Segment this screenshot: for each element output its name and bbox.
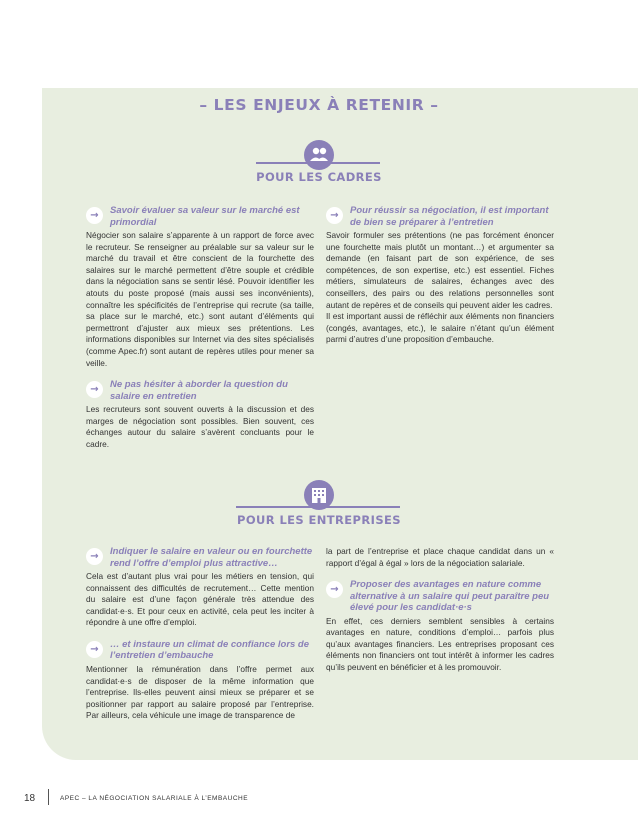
cadres-heading-2 bbox=[86, 379, 314, 402]
entreprises-heading-2 bbox=[86, 639, 314, 662]
entreprises-heading-1 bbox=[86, 546, 314, 569]
cadres-left-column bbox=[86, 205, 314, 451]
arrow-right-icon: → bbox=[326, 207, 343, 224]
heading-text: Savoir évaluer sa valeur sur le marché est primordial bbox=[110, 205, 300, 228]
cadres-heading-1 bbox=[86, 205, 314, 228]
arrow-right-icon: → bbox=[86, 641, 103, 658]
main-title: – LES ENJEUX À RETENIR – bbox=[199, 96, 439, 114]
heading-text: Proposer des avantages en nature comme alternative à un salaire qui peut paraître peu élevé pour les candidat·e·s bbox=[350, 579, 550, 614]
page-number: 18 bbox=[24, 793, 36, 804]
cadres-divider bbox=[256, 162, 380, 164]
entreprises-right-column bbox=[326, 546, 554, 674]
arrow-right-icon: → bbox=[86, 381, 103, 398]
arrow-right-icon: → bbox=[326, 581, 343, 598]
cadres-right-column bbox=[326, 205, 554, 346]
heading-text: Pour réussir sa négociation, il est important de bien se préparer à l’entretien bbox=[350, 205, 549, 228]
entreprises-divider bbox=[236, 506, 400, 508]
cadres-paragraph-1: Négocier son salaire s’apparente à un rapport de force avec le recruteur. Se renseigner au préalable sur sa valeur sur le marché du travail et être conscient de la fourchette des salaires sur le marché permettent d’être souple et crédible dans la négociation sans se sentir lésé. Pouvoir identifier les atouts du poste proposé (mais aussi ses inconvénients), connaître les spécificités de l’entreprise qui recrute (sa taille, sa place sur le marché, etc.) sont autant d’éléments qui permettront d’ajuster aux mieux ses prétentions. Les informations disponibles sur Internet via des sites spécialisés (comme Apec.fr) sont autant de repères utiles pour mener sa veille. bbox=[86, 230, 314, 368]
people-icon bbox=[304, 140, 334, 170]
entreprises-paragraph-intro: la part de l’entreprise et place chaque candidat dans un « rapport d’égal à égal » lors de la négociation salariale. bbox=[326, 546, 554, 568]
cadres-paragraph-4: Il est important aussi de réfléchir aux éléments non financiers (congés, avantages, etc.), le salaire n’étant qu’un élément parmi d’autres d’une proposition d’embauche. bbox=[326, 311, 554, 345]
heading-text: … et instaure un climat de confiance lors de l’entretien d’embauche bbox=[110, 638, 310, 662]
entreprises-paragraph-3: En effet, ces derniers semblent sensibles à certains avantages en nature, conditions d’emploi… parfois plus qu’aux avantages financiers. Les entreprises proposant ces éléments non financiers ont tout intérêt à informer les cadres qu’ils peuvent en bénéficier et à les promouvoir. bbox=[326, 615, 554, 673]
entreprises-paragraph-2: Mentionner la rémunération dans l’offre permet aux candidat·e·s de disposer de la même information que l’entreprise. Ils-elles peuvent ainsi mieux se préparer et se positionner par rapport au salaire proposé par l’entreprise. Par ailleurs, cela véhicule une image de transparence de bbox=[86, 663, 314, 721]
heading-text: Ne pas hésiter à aborder la question du salaire en entretien bbox=[110, 379, 288, 402]
cadres-paragraph-3: Savoir formuler ses prétentions (ne pas forcément énoncer une fourchette mais plutôt un montant…) et argumenter sa demande (en faisant part de son expérience, de ses compétences, de son expertise, etc.) est essentiel. Fiches métiers, simulateurs de salaires, échanges avec des conseillers, des pairs ou des relations personnelles sont autant de repères et de conseils qui peuvent aider les cadres. bbox=[326, 230, 554, 310]
arrow-right-icon: → bbox=[86, 207, 103, 224]
entreprises-left-column bbox=[86, 546, 314, 722]
cadres-paragraph-2: Les recruteurs sont souvent ouverts à la discussion et des marges de négociation sont possibles. Bien souvent, ces échanges autour du salaire s’avèrent concluants pour le cadre. bbox=[86, 404, 314, 449]
arrow-right-icon: → bbox=[86, 548, 103, 565]
entreprises-heading-3 bbox=[326, 579, 554, 614]
heading-text: Indiquer le salaire en valeur ou en fourchette rend l’offre d’emploi plus attractive… bbox=[110, 546, 313, 569]
footer-divider bbox=[48, 789, 49, 805]
entreprises-section-title: POUR LES ENTREPRISES bbox=[237, 513, 401, 527]
cadres-section-title: POUR LES CADRES bbox=[256, 170, 382, 184]
cadres-heading-3 bbox=[326, 205, 554, 228]
entreprises-paragraph-1: Cela est d’autant plus vrai pour les métiers en tension, qui connaissent des difficultés de recrutement… Cette mention du salaire est d’une façon générale très attendue des candidat·e·s. Et pour ceux en activité, cela peut les inciter à répondre à une offre d’emploi. bbox=[86, 571, 314, 628]
footer-text: APEC – LA NÉGOCIATION SALARIALE À L’EMBAUCHE bbox=[60, 795, 249, 802]
